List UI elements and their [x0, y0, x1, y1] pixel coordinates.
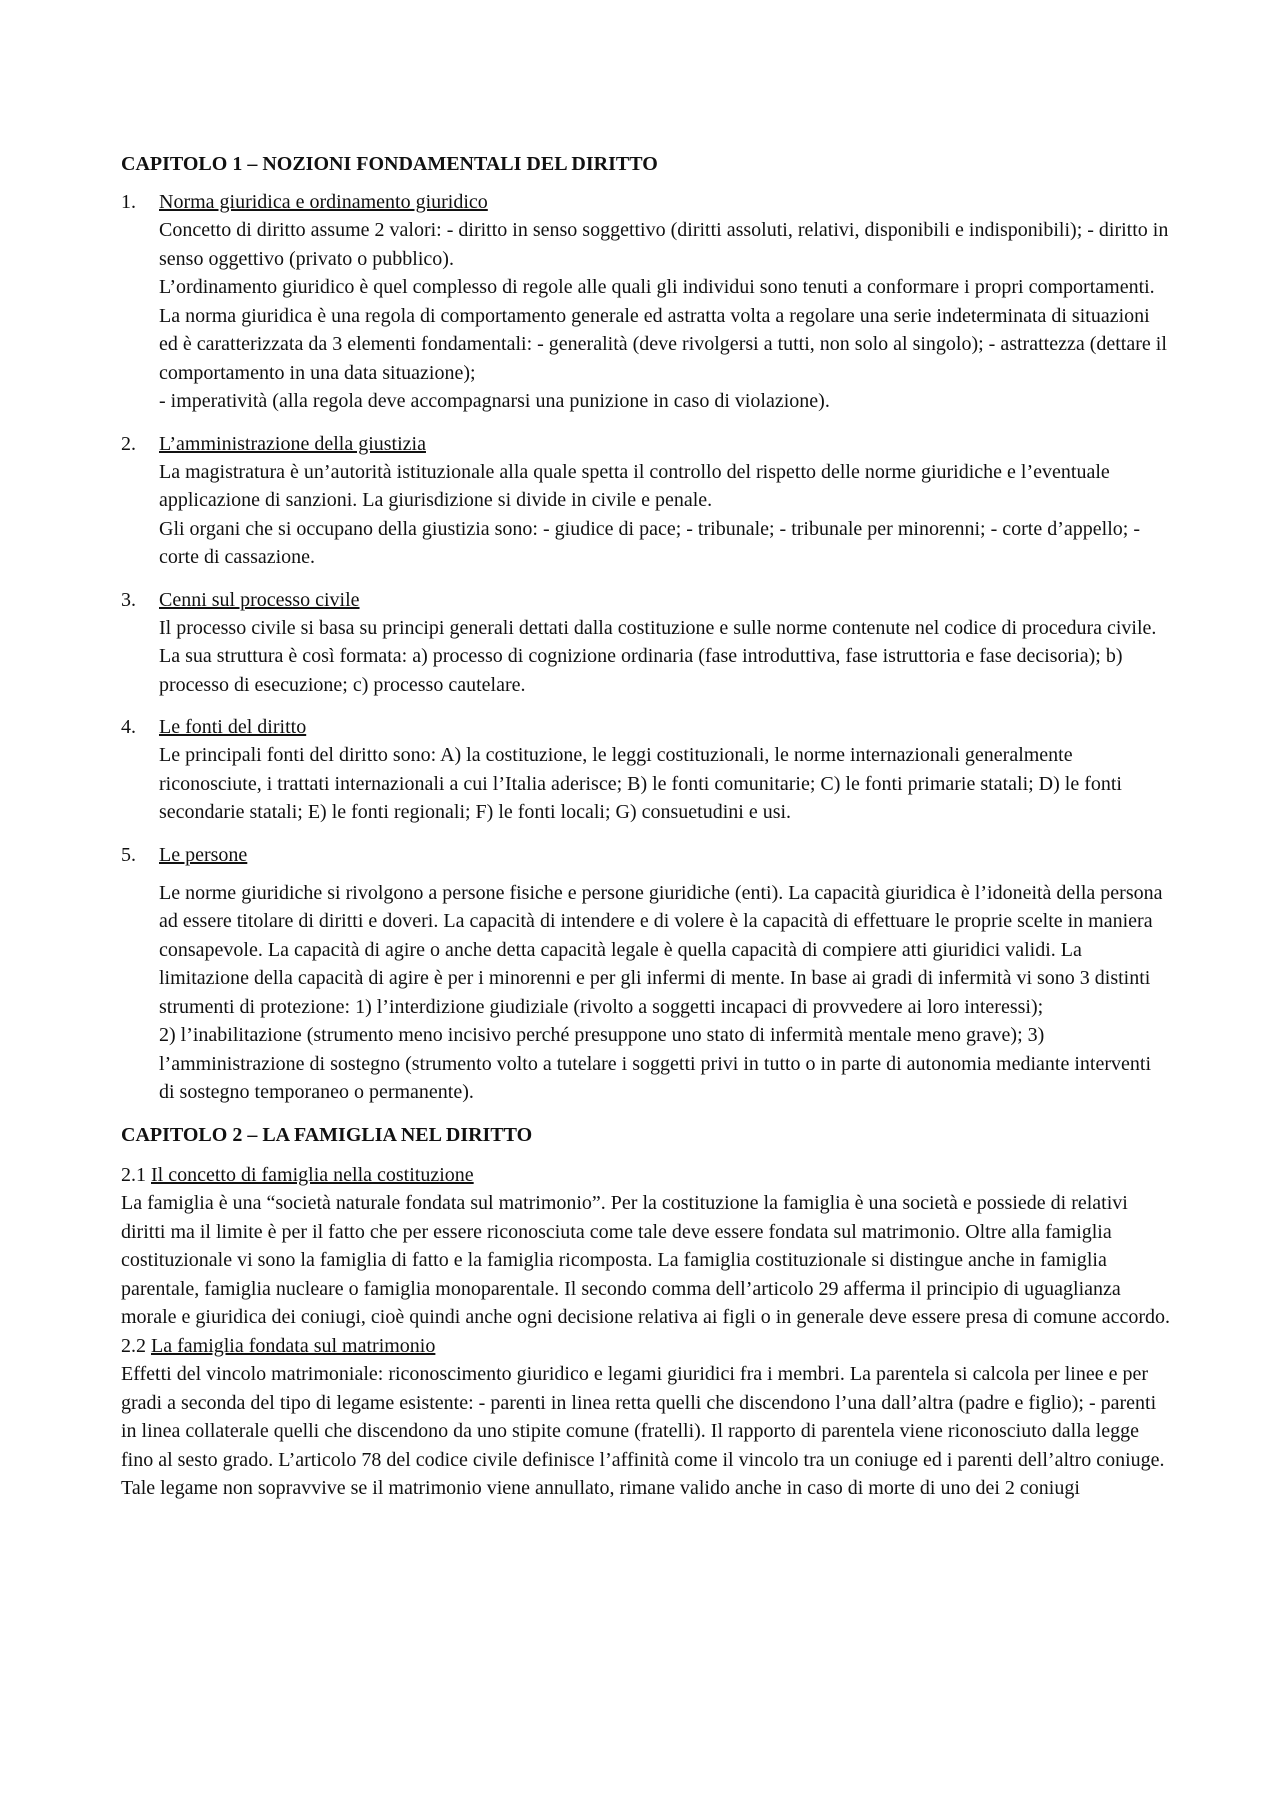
- section-number: 3.: [121, 588, 136, 611]
- paragraph: Le norme giuridiche si rivolgono a persone fisiche e persone giuridiche (enti). La capacità giuridica è l’idoneità della persona ad essere titolare di diritti e doveri. La capacità di intendere e di volere è la capacità di effettuare le proprie scelte in maniera consapevole. La capacità di agire o anche detta capacità legale è quella capacità di compiere atti giuridici validi. La limitazione della capacità di agire è per i minorenni e per gli infermi di mente. In base ai gradi di infermità vi sono 3 distinti strumenti di protezione: 1) l’interdizione giudiziale (rivolto a soggetti incapaci di provvedere ai loro interessi);: [159, 881, 1163, 1018]
- section-title: Norma giuridica e ordinamento giuridico: [159, 191, 488, 213]
- section-5: [121, 841, 1171, 1107]
- subsection-number: 2.1: [121, 1163, 146, 1186]
- paragraph: Gli organi che si occupano della giustizia sono: - giudice di pace; - tribunale; - tribunale per minorenni; - corte d’appello; - corte di cassazione.: [159, 517, 1140, 568]
- paragraph: - imperatività (alla regola deve accompagnarsi una punizione in caso di violazione).: [159, 390, 830, 412]
- section-title: L’amministrazione della giustizia: [159, 432, 426, 455]
- section-4: [121, 713, 1171, 827]
- paragraph: L’ordinamento giuridico è quel complesso di regole alle quali gli individui sono tenuti a conformare i propri comportamenti. La norma giuridica è una regola di comportamento generale ed astratta volta a regolare una serie indeterminata di situazioni ed è caratterizzata da 3 elementi fondamentali: - generalità (deve rivolgersi a tutti, non solo al singolo); - astrattezza (dettare il comportamento in una data situazione);: [159, 276, 1167, 384]
- subsection-number: 2.2: [121, 1334, 146, 1357]
- subsection-title: La famiglia fondata sul matrimonio: [151, 1334, 436, 1357]
- section-number: 4.: [121, 716, 136, 738]
- section-number: 2.: [121, 432, 136, 455]
- subsection-2-1-heading: [121, 1161, 1171, 1190]
- paragraph: Le principali fonti del diritto sono: A) la costituzione, le leggi costituzionali, le norme internazionali generalmente riconosciute, i trattati internazionali a cui l’Italia aderisce; B) le fonti comunitarie; C) le fonti primarie statali; D) le fonti secondarie statali; E) le fonti regionali; F) le fonti locali; G) consuetudini e usi.: [159, 744, 1122, 823]
- section-number: 1.: [121, 191, 136, 213]
- section-2: [121, 430, 1171, 572]
- paragraph: Il processo civile si basa su principi generali dettati dalla costituzione e sulle norme contenute nel codice di procedura civile. La sua struttura è così formata: a) processo di cognizione ordinaria (fase introduttiva, fase istruttoria e fase decisoria); b) processo di esecuzione; c) processo cautelare.: [159, 616, 1157, 696]
- section-title: Cenni sul processo civile: [159, 588, 360, 611]
- chapter-2-body: [121, 1161, 1171, 1503]
- paragraph: La famiglia è una “società naturale fondata sul matrimonio”. Per la costituzione la famiglia è una società e possiede di relativi diritti ma il limite è per il fatto che per essere riconosciuta come tale deve essere fondata sul matrimonio. Oltre alla famiglia costituzionale vi sono la famiglia di fatto e la famiglia ricomposta. La famiglia costituzionale si distingue anche in famiglia parentale, famiglia nucleare o famiglia monoparentale. Il secondo comma dell’articolo 29 afferma il principio di uguaglianza morale e giuridica dei coniugi, cioè quindi anche ogni decisione relativa ai figli o in generale deve essere presa di comune accordo.: [121, 1192, 1171, 1328]
- paragraph: Concetto di diritto assume 2 valori: - diritto in senso soggettivo (diritti assoluti, relativi, disponibili e indisponibili); - diritto in senso oggettivo (privato o pubblico).: [159, 219, 1169, 270]
- paragraph: 2) l’inabilitazione (strumento meno incisivo perché presuppone uno stato di infermità mentale meno grave); 3) l’amministrazione di sostegno (strumento volto a tutelare i soggetti privi in tutto o in parte di autonomia mediante interventi di sostegno temporaneo o permanente).: [159, 1024, 1152, 1103]
- subsection-2-2-heading: [121, 1332, 1171, 1361]
- subsection-title: Il concetto di famiglia nella costituzione: [151, 1163, 474, 1186]
- section-title: Le fonti del diritto: [159, 716, 307, 738]
- document-page: [121, 150, 1171, 1503]
- section-1: [121, 188, 1171, 416]
- paragraph: Effetti del vincolo matrimoniale: riconoscimento giuridico e legami giuridici fra i membri. La parentela si calcola per linee e per gradi a seconda del tipo di legame esistente: - parenti in linea retta quelli che discendono l’una dall’altra (padre e figlio); - parenti in linea collaterale quelli che discendono da uno stipite comune (fratelli). Il rapporto di parentela viene riconosciuto dalla legge fino al sesto grado. L’articolo 78 del codice civile definisce l’affinità come il vincolo tra un coniuge ed i parenti dell’altro coniuge. Tale legame non sopravvive se il matrimonio viene annullato, rimane valido anche in caso di morte di uno dei 2 coniugi: [121, 1363, 1165, 1499]
- paragraph: La magistratura è un’autorità istituzionale alla quale spetta il controllo del rispetto delle norme giuridiche e l’eventuale applicazione di sanzioni. La giurisdizione si divide in civile e penale.: [159, 460, 1110, 511]
- chapter-2-heading: CAPITOLO 2 – LA FAMIGLIA NEL DIRITTO: [121, 1123, 533, 1146]
- section-title: Le persone: [159, 843, 248, 866]
- chapter-1-heading: CAPITOLO 1 – NOZIONI FONDAMENTALI DEL DIRITTO: [121, 153, 658, 175]
- section-number: 5.: [121, 843, 136, 866]
- section-3: [121, 586, 1171, 700]
